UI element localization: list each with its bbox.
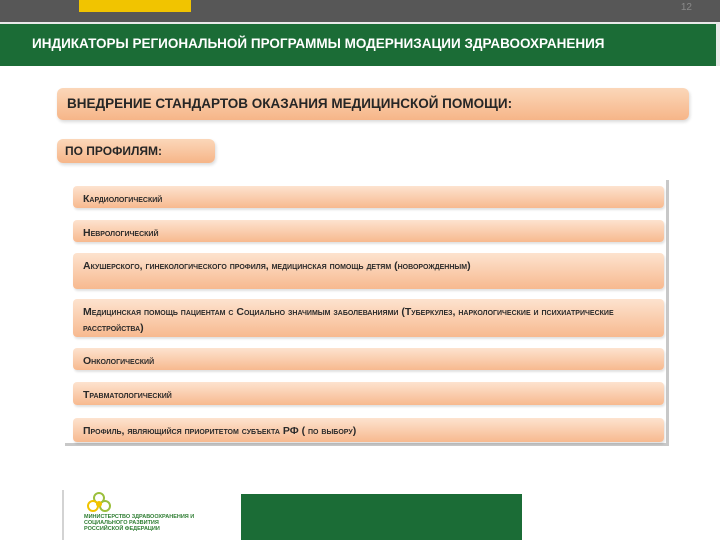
list-item-text: Травматологический xyxy=(83,389,172,401)
title-bar-edge xyxy=(716,22,720,66)
page-title: ИНДИКАТОРЫ РЕГИОНАЛЬНОЙ ПРОГРАММЫ МОДЕРНИЗАЦИИ ЗДРАВООХРАНЕНИЯ xyxy=(32,36,605,51)
logo-caption: МИНИСТЕРСТВО ЗДРАВООХРАНЕНИЯ И СОЦИАЛЬНОГО РАЗВИТИЯ РОССИЙСКОЙ ФЕДЕРАЦИИ xyxy=(84,514,195,532)
section-heading xyxy=(57,88,689,120)
title-bar xyxy=(0,22,720,66)
list-item-text: Акушерского, гинекологического профиля, медицинская помощь детям (новорожденным) xyxy=(83,260,471,272)
list-item-text: Кардиологический xyxy=(83,193,163,205)
ministry-emblem-icon xyxy=(86,492,112,516)
list-item-text: Онкологический xyxy=(83,355,155,367)
list-item xyxy=(73,220,664,242)
list-item xyxy=(73,382,664,405)
top-accent-bar xyxy=(79,0,191,12)
ministry-logo xyxy=(62,490,204,540)
list-item-text: Профиль, являющийся приоритетом субъекта РФ ( по выбору) xyxy=(83,425,357,437)
footer-green-block xyxy=(241,494,522,540)
list-item xyxy=(73,253,664,289)
list-item xyxy=(73,299,664,337)
section-heading-text: ВНЕДРЕНИЕ СТАНДАРТОВ ОКАЗАНИЯ МЕДИЦИНСКОЙ ПОМОЩИ: xyxy=(67,96,513,111)
profiles-label xyxy=(57,139,215,163)
list-item xyxy=(73,418,664,442)
list-item xyxy=(73,186,664,208)
slide-number: 12 xyxy=(680,2,692,13)
list-item-text: Медицинская помощь пациентам с Социально значимым заболеваниями (Туберкулез, наркологические и психиатрические расстройства) xyxy=(83,306,614,334)
list-item xyxy=(73,348,664,370)
profiles-label-text: ПО ПРОФИЛЯМ: xyxy=(65,144,163,158)
list-item-text: Неврологический xyxy=(83,227,159,239)
